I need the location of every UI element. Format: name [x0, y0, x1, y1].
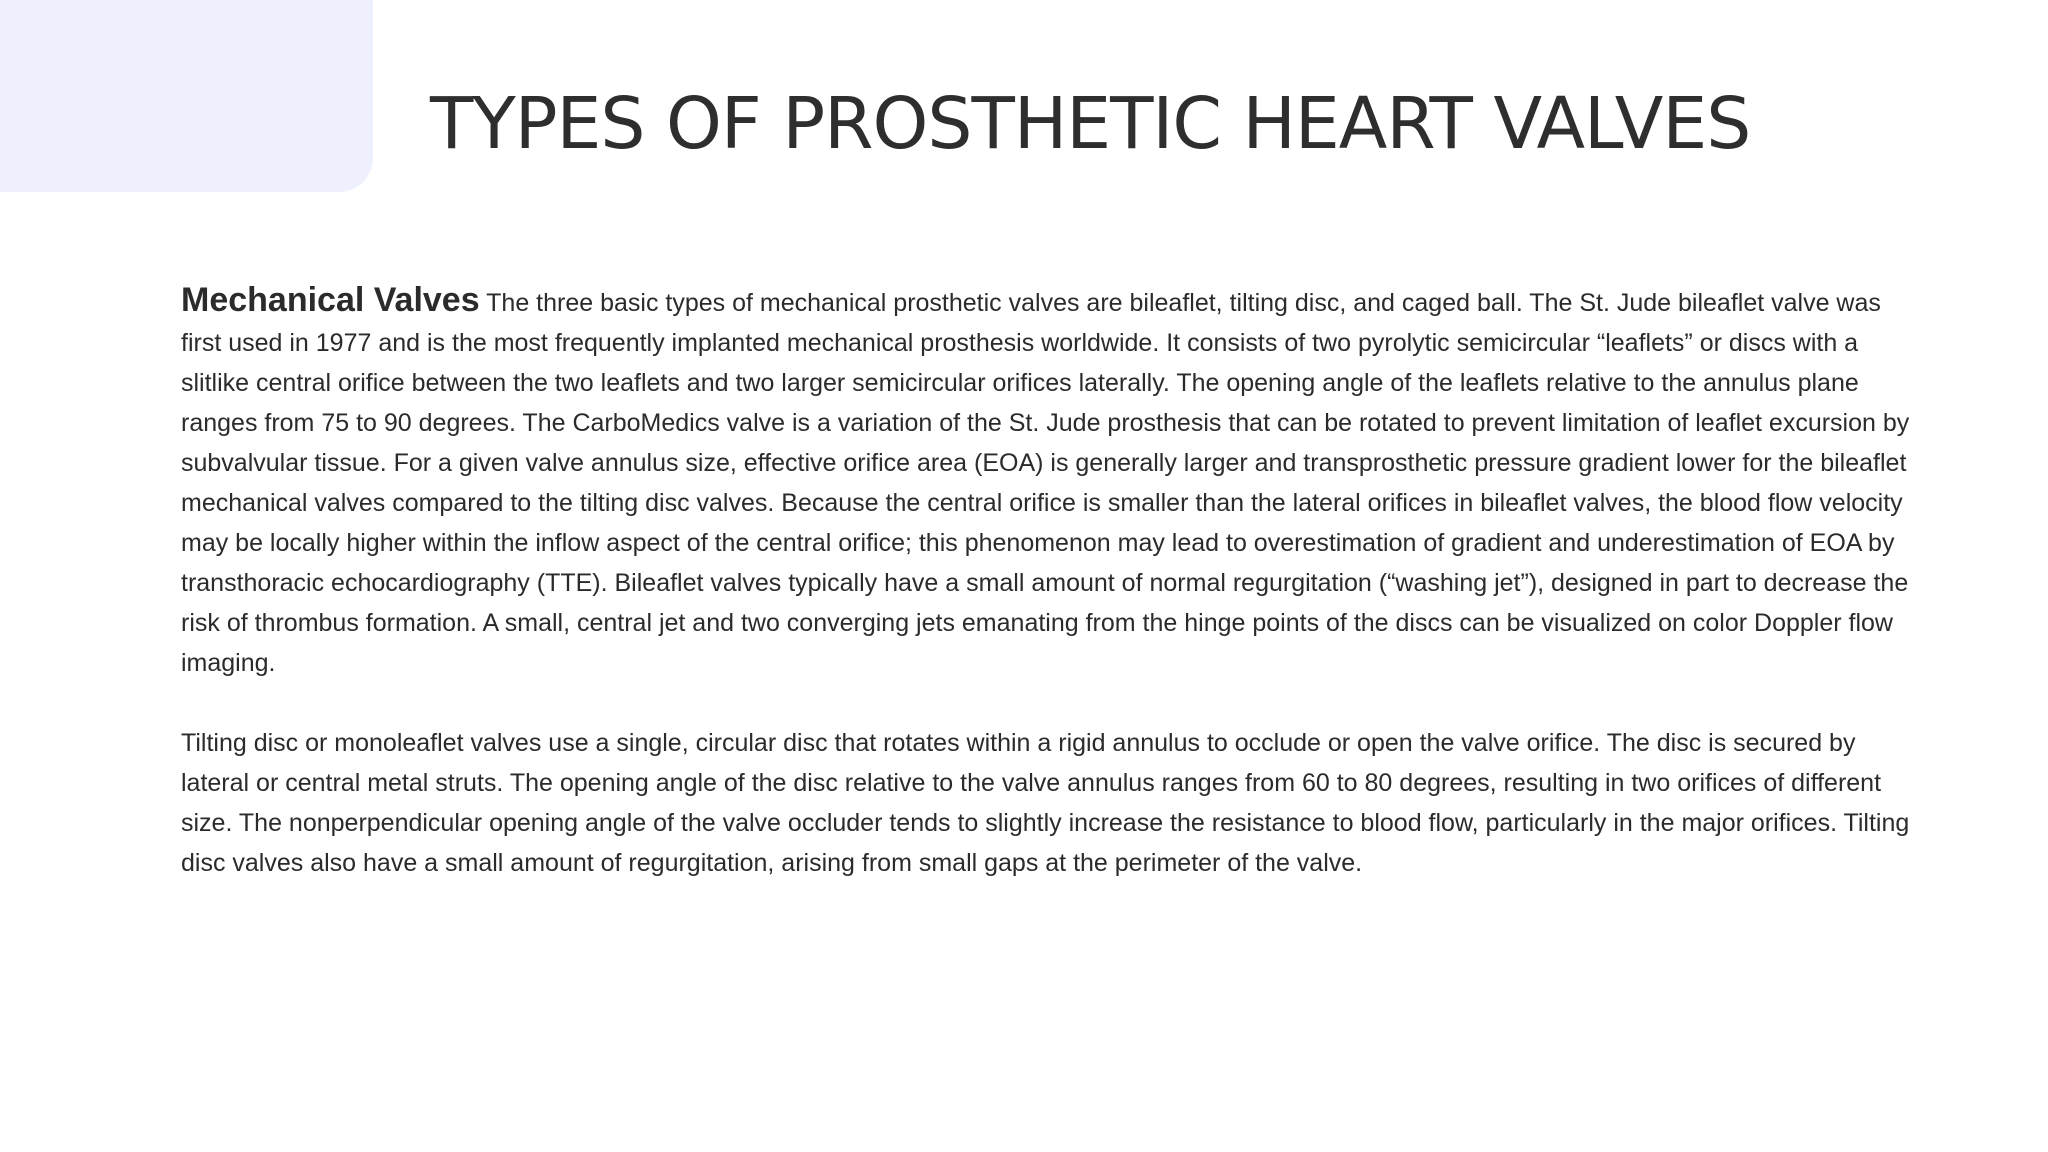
slide-body [181, 280, 1921, 883]
mechanical-valves-text: The three basic types of mechanical prosthetic valves are bileaflet, tilting disc, and caged ball. The St. Jude bileaflet valve was first used in 1977 and is the most frequently implanted mechanical prosthesis worldwide. It consists of two pyrolytic semicircular “leaflets” or discs with a slitlike central orifice between the two leaflets and two larger semicircular orifices laterally. The opening angle of the leaflets relative to the annulus plane ranges from 75 to 90 degrees. The CarboMedics valve is a variation of the St. Jude prosthesis that can be rotated to prevent limitation of leaflet excursion by subvalvular tissue. For a given valve annulus size, effective orifice area (EOA) is generally larger and transprosthetic pressure gradient lower for the bileaflet mechanical valves compared to the tilting disc valves. Because the central orifice is smaller than the lateral orifices in bileaflet valves, the blood flow velocity may be locally higher within the inflow aspect of the central orifice; this phenomenon may lead to overestimation of gradient and underestimation of EOA by transthoracic echocardiography (TTE). Bileaflet valves typically have a small amount of normal regurgitation (“washing jet”), designed in part to decrease the risk of thrombus formation. A small, central jet and two converging jets emanating from the hinge points of the discs can be visualized on color Doppler flow imaging. [181, 289, 1910, 677]
slide-title: TYPES OF PROSTHETIC HEART VALVES [430, 82, 1751, 165]
mechanical-valves-paragraph [181, 280, 1921, 683]
mechanical-valves-heading: Mechanical Valves [181, 281, 480, 319]
tilting-disc-paragraph: Tilting disc or monoleaflet valves use a single, circular disc that rotates within a rigid annulus to occlude or open the valve orifice. The disc is secured by lateral or central metal struts. The opening angle of the disc relative to the valve annulus ranges from 60 to 80 degrees, resulting in two orifices of different size. The nonperpendicular opening angle of the valve occluder tends to slightly increase the resistance to blood flow, particularly in the major orifices. Tilting disc valves also have a small amount of regurgitation, arising from small gaps at the perimeter of the valve. [181, 729, 1910, 877]
decorative-corner-block [0, 0, 373, 192]
